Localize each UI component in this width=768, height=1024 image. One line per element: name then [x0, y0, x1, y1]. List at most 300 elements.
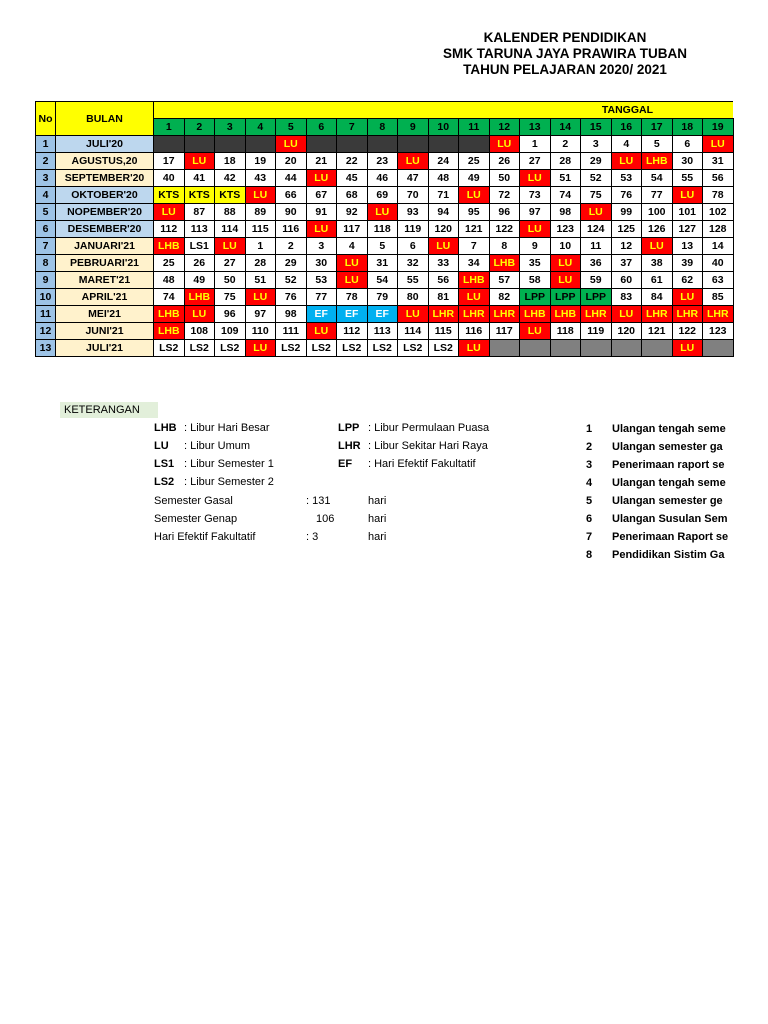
day-cell: 28	[550, 153, 581, 170]
semester-value: : 131	[306, 495, 331, 507]
day-cell: 121	[642, 323, 673, 340]
day-header-19: 19	[703, 119, 734, 136]
legend-item	[338, 419, 489, 437]
day-cell: LS2	[367, 340, 398, 357]
note-item	[586, 420, 728, 438]
legend-desc: : Libur Semester 1	[184, 458, 274, 470]
day-header-14: 14	[550, 119, 581, 136]
day-cell: LPP	[550, 289, 581, 306]
day-cell: 5	[642, 136, 673, 153]
day-cell: 40	[703, 255, 734, 272]
month-row	[36, 340, 734, 357]
note-item	[586, 474, 728, 492]
day-cell: LU	[245, 187, 276, 204]
day-cell: 51	[550, 170, 581, 187]
day-cell: 108	[184, 323, 215, 340]
legend-desc: : Libur Sekitar Hari Raya	[368, 440, 488, 452]
row-number: 9	[36, 272, 56, 289]
note-item	[586, 510, 728, 528]
month-name: MEI'21	[56, 306, 154, 323]
day-cell: 3	[306, 238, 337, 255]
day-cell: 53	[306, 272, 337, 289]
row-number: 5	[36, 204, 56, 221]
day-header-6: 6	[306, 119, 337, 136]
day-header-18: 18	[672, 119, 703, 136]
day-cell: LU	[459, 187, 490, 204]
day-cell: 10	[550, 238, 581, 255]
day-cell: 62	[672, 272, 703, 289]
day-cell: 50	[215, 272, 246, 289]
day-cell: 1	[520, 136, 551, 153]
day-cell: LU	[306, 323, 337, 340]
day-cell: LU	[337, 272, 368, 289]
note-item	[586, 438, 728, 456]
day-cell	[520, 340, 551, 357]
day-cell: 34	[459, 255, 490, 272]
day-cell: LU	[184, 306, 215, 323]
day-cell: 57	[489, 272, 520, 289]
day-cell: LU	[550, 255, 581, 272]
month-name: OKTOBER'20	[56, 187, 154, 204]
day-cell: 112	[337, 323, 368, 340]
day-cell	[398, 136, 429, 153]
day-cell: 54	[642, 170, 673, 187]
note-number: 4	[586, 477, 593, 489]
day-cell: 52	[276, 272, 307, 289]
day-cell: 41	[184, 170, 215, 187]
day-cell: 69	[367, 187, 398, 204]
day-header-7: 7	[337, 119, 368, 136]
day-cell: 49	[184, 272, 215, 289]
row-number: 6	[36, 221, 56, 238]
day-cell: 60	[611, 272, 642, 289]
day-cell: 21	[306, 153, 337, 170]
day-cell: 118	[550, 323, 581, 340]
semester-label: Hari Efektif Fakultatif	[154, 531, 256, 543]
day-cell: 24	[428, 153, 459, 170]
month-row	[36, 255, 734, 272]
day-cell: 121	[459, 221, 490, 238]
row-number: 10	[36, 289, 56, 306]
day-cell: 31	[367, 255, 398, 272]
day-cell: 61	[642, 272, 673, 289]
day-cell: 128	[703, 221, 734, 238]
day-cell	[215, 136, 246, 153]
day-cell: LHB	[520, 306, 551, 323]
day-cell	[245, 136, 276, 153]
note-item	[586, 492, 728, 510]
day-cell	[428, 136, 459, 153]
day-cell: LU	[398, 306, 429, 323]
day-cell: LU	[520, 170, 551, 187]
month-row	[36, 289, 734, 306]
day-cell: 22	[337, 153, 368, 170]
row-number: 12	[36, 323, 56, 340]
calendar-table	[35, 101, 734, 357]
day-cell: 113	[367, 323, 398, 340]
day-cell: 3	[581, 136, 612, 153]
day-cell: 84	[642, 289, 673, 306]
legend-desc: : Hari Efektif Fakultatif	[368, 458, 476, 470]
day-cell: 116	[459, 323, 490, 340]
legend-item	[154, 473, 274, 491]
day-cell: 123	[703, 323, 734, 340]
day-cell: LHB	[154, 323, 185, 340]
day-cell	[581, 340, 612, 357]
month-name: SEPTEMBER'20	[56, 170, 154, 187]
day-cell: 89	[245, 204, 276, 221]
legend-desc: : Libur Permulaan Puasa	[368, 422, 490, 434]
note-number: 5	[586, 495, 593, 507]
day-cell: EF	[306, 306, 337, 323]
legend-code: LU	[154, 440, 169, 452]
day-cell: 40	[154, 170, 185, 187]
row-number: 11	[36, 306, 56, 323]
day-cell: 94	[428, 204, 459, 221]
note-number: 7	[586, 531, 593, 543]
day-cell: 30	[672, 153, 703, 170]
month-name: PEBRUARI'21	[56, 255, 154, 272]
day-cell	[489, 340, 520, 357]
day-cell: 6	[672, 136, 703, 153]
day-cell: LU	[154, 204, 185, 221]
day-header-10: 10	[428, 119, 459, 136]
day-header-9: 9	[398, 119, 429, 136]
day-cell: LU	[245, 340, 276, 357]
day-cell: LU	[642, 238, 673, 255]
day-cell: 12	[611, 238, 642, 255]
note-text: Pendidikan Sistim Ga	[612, 549, 725, 561]
day-cell: 25	[154, 255, 185, 272]
semester-value: : 3	[306, 531, 319, 543]
day-cell: 27	[215, 255, 246, 272]
day-cell: LS2	[215, 340, 246, 357]
day-cell: 115	[428, 323, 459, 340]
day-cell: 77	[306, 289, 337, 306]
day-cell: 26	[184, 255, 215, 272]
day-cell: 48	[428, 170, 459, 187]
day-header-16: 16	[611, 119, 642, 136]
day-cell: 2	[276, 238, 307, 255]
day-cell: 92	[337, 204, 368, 221]
day-cell: 67	[306, 187, 337, 204]
day-cell: 78	[703, 187, 734, 204]
day-cell: 102	[703, 204, 734, 221]
day-cell: 119	[581, 323, 612, 340]
day-cell: LU	[184, 153, 215, 170]
day-cell	[154, 136, 185, 153]
day-cell: LU	[520, 221, 551, 238]
note-text: Ulangan semester ge	[612, 495, 723, 507]
semester-unit: hari	[368, 495, 387, 507]
day-cell: EF	[367, 306, 398, 323]
note-item	[586, 456, 728, 474]
note-text: Ulangan tengah seme	[612, 423, 726, 435]
day-cell: 50	[489, 170, 520, 187]
legend-right	[338, 419, 489, 473]
legend-item	[154, 437, 274, 455]
note-text: Ulangan tengah seme	[612, 477, 726, 489]
note-number: 3	[586, 459, 593, 471]
day-cell: 35	[520, 255, 551, 272]
day-cell: 23	[367, 153, 398, 170]
day-cell: 46	[367, 170, 398, 187]
day-cell: 59	[581, 272, 612, 289]
month-name: NOPEMBER'20	[56, 204, 154, 221]
day-cell: 117	[337, 221, 368, 238]
day-cell: 119	[398, 221, 429, 238]
day-header-12: 12	[489, 119, 520, 136]
row-number: 3	[36, 170, 56, 187]
month-name: JANUARI'21	[56, 238, 154, 255]
day-header-13: 13	[520, 119, 551, 136]
day-cell: LU	[459, 340, 490, 357]
note-item	[586, 528, 728, 546]
day-cell: 75	[215, 289, 246, 306]
day-cell: LS2	[398, 340, 429, 357]
month-row	[36, 136, 734, 153]
day-cell: 122	[489, 221, 520, 238]
day-cell: 127	[672, 221, 703, 238]
semester-label: Semester Gasal	[154, 495, 233, 507]
header-tanggal: TANGGAL	[154, 102, 734, 119]
day-cell: 38	[642, 255, 673, 272]
day-cell: 55	[398, 272, 429, 289]
day-cell: 18	[215, 153, 246, 170]
day-cell: 82	[489, 289, 520, 306]
day-header-4: 4	[245, 119, 276, 136]
day-cell: 72	[489, 187, 520, 204]
day-cell: 76	[611, 187, 642, 204]
day-header-1: 1	[154, 119, 185, 136]
day-cell: 120	[611, 323, 642, 340]
day-cell: 77	[642, 187, 673, 204]
day-cell: 73	[520, 187, 551, 204]
day-cell: LS1	[184, 238, 215, 255]
day-cell: 70	[398, 187, 429, 204]
day-cell	[337, 136, 368, 153]
day-cell: 11	[581, 238, 612, 255]
day-cell: 126	[642, 221, 673, 238]
day-cell: 110	[245, 323, 276, 340]
row-number: 8	[36, 255, 56, 272]
note-item	[586, 546, 728, 564]
day-cell: 68	[337, 187, 368, 204]
month-row	[36, 170, 734, 187]
day-cell: 115	[245, 221, 276, 238]
month-row	[36, 306, 734, 323]
legend-code: LHR	[338, 440, 361, 452]
day-cell: LU	[306, 170, 337, 187]
note-text: Penerimaan raport se	[612, 459, 725, 471]
title-line-3: TAHUN PELAJARAN 2020/ 2021	[463, 62, 667, 77]
day-cell: 17	[154, 153, 185, 170]
month-row	[36, 204, 734, 221]
row-number: 1	[36, 136, 56, 153]
row-number: 7	[36, 238, 56, 255]
day-cell: 87	[184, 204, 215, 221]
legend-code: EF	[338, 458, 353, 470]
day-cell: 1	[245, 238, 276, 255]
day-cell: 4	[337, 238, 368, 255]
day-cell: 27	[520, 153, 551, 170]
day-cell: 71	[428, 187, 459, 204]
notes-list	[586, 420, 728, 564]
day-cell	[367, 136, 398, 153]
day-cell: 28	[245, 255, 276, 272]
legend-code: LS2	[154, 476, 175, 488]
day-cell: 31	[703, 153, 734, 170]
day-cell: 58	[520, 272, 551, 289]
day-cell: EF	[337, 306, 368, 323]
day-cell: 6	[398, 238, 429, 255]
day-cell: 5	[367, 238, 398, 255]
day-cell: 91	[306, 204, 337, 221]
day-cell: LHR	[672, 306, 703, 323]
day-cell: 111	[276, 323, 307, 340]
day-cell: 44	[276, 170, 307, 187]
day-cell: 43	[245, 170, 276, 187]
day-cell: LU	[306, 221, 337, 238]
day-cell: LHB	[489, 255, 520, 272]
day-cell: LU	[337, 255, 368, 272]
day-cell: 26	[489, 153, 520, 170]
day-cell: LHR	[489, 306, 520, 323]
day-header-15: 15	[581, 119, 612, 136]
day-cell: 96	[215, 306, 246, 323]
month-row	[36, 221, 734, 238]
day-cell: 112	[154, 221, 185, 238]
day-cell: 42	[215, 170, 246, 187]
title-line-1: KALENDER PENDIDIKAN	[483, 30, 647, 45]
day-cell: 29	[581, 153, 612, 170]
legend-desc: : Libur Semester 2	[184, 476, 274, 488]
day-cell: LHR	[642, 306, 673, 323]
day-cell: LS2	[154, 340, 185, 357]
title-line-2: SMK TARUNA JAYA PRAWIRA TUBAN	[442, 46, 687, 61]
day-cell	[459, 136, 490, 153]
note-text: Penerimaan Raport se	[612, 531, 729, 543]
day-cell: 98	[550, 204, 581, 221]
month-name: JULI'21	[56, 340, 154, 357]
day-cell: 8	[489, 238, 520, 255]
day-cell: LU	[672, 289, 703, 306]
day-cell: 19	[245, 153, 276, 170]
day-cell: 120	[428, 221, 459, 238]
semester-unit: hari	[368, 513, 387, 525]
note-number: 1	[586, 423, 593, 435]
day-cell: 36	[581, 255, 612, 272]
semester-value: 106	[316, 513, 335, 525]
day-cell: 74	[154, 289, 185, 306]
day-cell: 125	[611, 221, 642, 238]
day-cell: 7	[459, 238, 490, 255]
day-cell: 88	[215, 204, 246, 221]
day-cell: 56	[703, 170, 734, 187]
day-cell: 78	[337, 289, 368, 306]
day-cell: 97	[245, 306, 276, 323]
semester-label: Semester Genap	[154, 513, 238, 525]
day-cell: 49	[459, 170, 490, 187]
header-bulan: BULAN	[56, 102, 154, 136]
legend-code: LHB	[154, 422, 177, 434]
day-cell: LU	[428, 238, 459, 255]
month-name: JUNI'21	[56, 323, 154, 340]
day-cell: LU	[489, 136, 520, 153]
day-cell	[642, 340, 673, 357]
day-cell: 80	[398, 289, 429, 306]
day-cell: 14	[703, 238, 734, 255]
day-cell: 98	[276, 306, 307, 323]
day-cell: 85	[703, 289, 734, 306]
day-cell: 113	[184, 221, 215, 238]
day-cell: 9	[520, 238, 551, 255]
day-cell: 101	[672, 204, 703, 221]
header-no: No	[36, 102, 56, 136]
day-cell: 122	[672, 323, 703, 340]
month-name: APRIL'21	[56, 289, 154, 306]
day-header-5: 5	[276, 119, 307, 136]
day-cell	[611, 340, 642, 357]
document-title	[400, 30, 730, 78]
day-cell: LHB	[154, 238, 185, 255]
day-cell: 13	[672, 238, 703, 255]
day-cell: 25	[459, 153, 490, 170]
day-header-17: 17	[642, 119, 673, 136]
day-cell: LU	[611, 306, 642, 323]
day-cell: LHR	[459, 306, 490, 323]
day-cell: LS2	[337, 340, 368, 357]
day-cell: 75	[581, 187, 612, 204]
note-text: Ulangan semester ga	[612, 441, 723, 453]
day-cell: 97	[520, 204, 551, 221]
day-cell: 96	[489, 204, 520, 221]
day-cell: 32	[398, 255, 429, 272]
day-cell: LU	[367, 204, 398, 221]
day-cell: 2	[550, 136, 581, 153]
note-number: 2	[586, 441, 593, 453]
semester-unit: hari	[368, 531, 387, 543]
day-cell: 53	[611, 170, 642, 187]
day-header-2: 2	[184, 119, 215, 136]
day-cell	[306, 136, 337, 153]
day-cell: LU	[245, 289, 276, 306]
day-cell: LPP	[520, 289, 551, 306]
note-text: Ulangan Susulan Sem	[612, 513, 728, 525]
day-cell: 123	[550, 221, 581, 238]
day-cell: 33	[428, 255, 459, 272]
month-row	[36, 323, 734, 340]
day-cell: LS2	[306, 340, 337, 357]
day-cell: 48	[154, 272, 185, 289]
note-number: 6	[586, 513, 593, 525]
day-cell: KTS	[154, 187, 185, 204]
day-cell: 124	[581, 221, 612, 238]
day-cell: LS2	[184, 340, 215, 357]
day-cell: 83	[611, 289, 642, 306]
month-row	[36, 272, 734, 289]
day-cell: 100	[642, 204, 673, 221]
legend-item	[338, 455, 489, 473]
legend-desc: : Libur Umum	[184, 440, 251, 452]
day-cell: 55	[672, 170, 703, 187]
day-cell: LU	[550, 272, 581, 289]
day-cell: LHR	[703, 306, 734, 323]
day-cell: KTS	[184, 187, 215, 204]
day-cell	[184, 136, 215, 153]
legend-item	[154, 419, 274, 437]
day-cell: 4	[611, 136, 642, 153]
